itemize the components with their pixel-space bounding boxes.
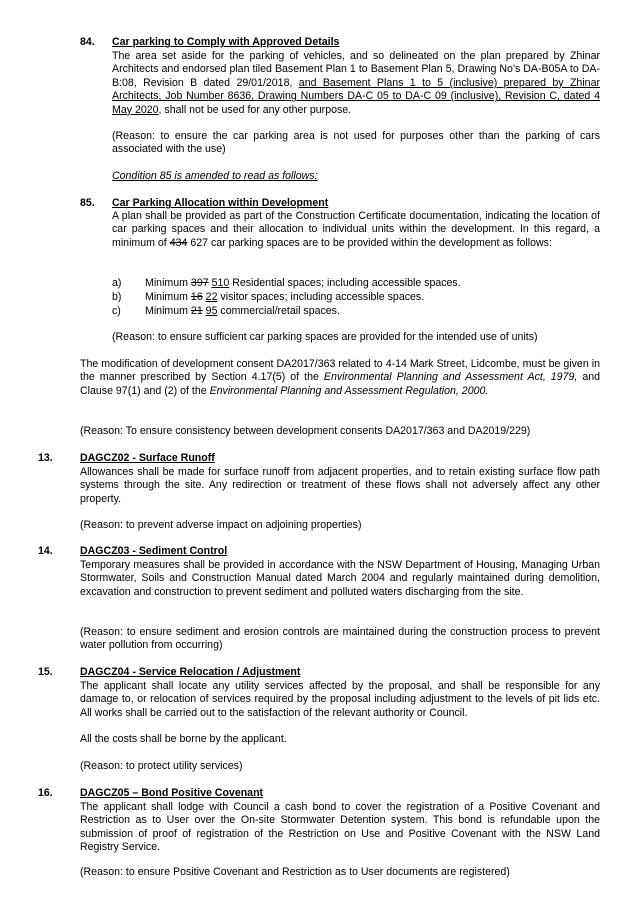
condition-14-reason: (Reason: to ensure sediment and erosion controls are maintained during the construction process to prevent water pollution from occurring) <box>80 626 600 652</box>
condition-14-body: Temporary measures shall be provided in accordance with the NSW Department of Housing, Managing Urban Stormwater, Soils and Construction Manual dated March 2004 and regularly maintained during demolition, excavation and construction to prevent sediment and polluted waters discharging from the site. <box>80 559 600 598</box>
condition-84-title: Car parking to Comply with Approved Details <box>112 36 340 48</box>
condition-13-number: 13. <box>38 452 53 464</box>
list-item: Minimum 397 510 Residential spaces; including accessible spaces. <box>145 277 461 289</box>
condition-16-reason: (Reason: to ensure Positive Covenant and Restriction as to User documents are registered) <box>80 866 510 878</box>
condition-84-body: The area set aside for the parking of vehicles, and so delineated on the plan prepared by Zhinar Architects and endorsed plan tiled Basement Plan 1 to Basement Plan 5, Drawing No's DA-B05A to DA-B:08, Revision B dated 29/01/2018, and Basement Plans 1 to 5 (inclusive) prepared by Zhinar Architects, Job Number 8636, Drawing Numbers DA-C 05 to DA-C 09 (inclusive), Revision C, dated 4 May 2020, shall not be used for any other purpose. <box>112 50 600 116</box>
list-item: Minimum 16 22 visitor spaces; including accessible spaces. <box>145 291 425 303</box>
modification-reason: (Reason: To ensure consistency between development consents DA2017/363 and DA2019/229) <box>80 425 531 437</box>
list-item-label: a) <box>112 277 122 289</box>
condition-14-title: DAGCZ03 - Sediment Control <box>80 545 228 557</box>
list-item-label: c) <box>112 305 121 317</box>
amendment-note: Condition 85 is amended to read as follows: <box>112 170 318 182</box>
condition-85-body: A plan shall be provided as part of the Construction Certificate documentation, indicating the location of car parking spaces and their allocation to individual units within the development. In this regard, a minimum of 434 627 car parking spaces are to be provided within the development as follows: <box>112 210 600 249</box>
condition-15-reason: (Reason: to protect utility services) <box>80 760 243 772</box>
condition-16-title: DAGCZ05 – Bond Positive Covenant <box>80 787 264 799</box>
condition-15-number: 15. <box>38 666 53 678</box>
condition-85-title: Car Parking Allocation within Development <box>112 197 329 209</box>
condition-13-reason: (Reason: to prevent adverse impact on adjoining properties) <box>80 519 362 531</box>
condition-13-body: Allowances shall be made for surface runoff from adjacent properties, and to retain existing surface flow path systems through the site. Any redirection or treatment of these flows shall not adversely affect any other property. <box>80 466 600 505</box>
condition-15-costs: All the costs shall be borne by the applicant. <box>80 733 287 745</box>
condition-15-title: DAGCZ04 - Service Relocation / Adjustment <box>80 666 301 678</box>
condition-14-number: 14. <box>38 545 53 557</box>
condition-84-amended-text: and Basement Plans 1 to 5 (inclusive) prepared by Zhinar Architects, Job Number 8636, Drawing Numbers DA-C 05 to DA-C 09 (inclusive), Revision C, dated 4 May 2020 <box>112 76 600 116</box>
condition-13-title: DAGCZ02 - Surface Runoff <box>80 452 215 464</box>
list-item-label: b) <box>112 291 122 303</box>
deleted-value: 434 <box>169 236 188 249</box>
condition-84-number: 84. <box>80 36 95 48</box>
list-item: Minimum 21 95 commercial/retail spaces. <box>145 305 340 317</box>
modification-paragraph: The modification of development consent DA2017/363 related to 4-14 Mark Street, Lidcombe, must be given in the manner prescribed by Section 4.17(5) of the Environmental Planning and Assessment Act, 1979, and Clause 97(1) and (2) of the Environmental Planning and Assessment Regulation, 2000. <box>80 358 600 397</box>
condition-85-number: 85. <box>80 197 95 209</box>
condition-16-body: The applicant shall lodge with Council a cash bond to cover the registration of a Positive Covenant and Restriction as to User over the On-site Stormwater Detention system. This bond is refundable upon the submission of proof of registration of the Restriction on Use and Positive Covenant with the NSW Land Registry Service. <box>80 801 600 854</box>
condition-16-number: 16. <box>38 787 53 799</box>
condition-85-reason: (Reason: to ensure sufficient car parking spaces are provided for the intended use of units) <box>112 331 538 343</box>
condition-15-body: The applicant shall locate any utility services affected by the proposal, and shall be responsible for any damage to, or relocation of services required by the proposal including adjustment to the levels of pit lids etc. All works shall be carried out to the satisfaction of the relevant authority or Council. <box>80 680 600 719</box>
condition-84-reason: (Reason: to ensure the car parking area is not used for purposes other than the parking of cars associated with the use) <box>112 130 600 156</box>
